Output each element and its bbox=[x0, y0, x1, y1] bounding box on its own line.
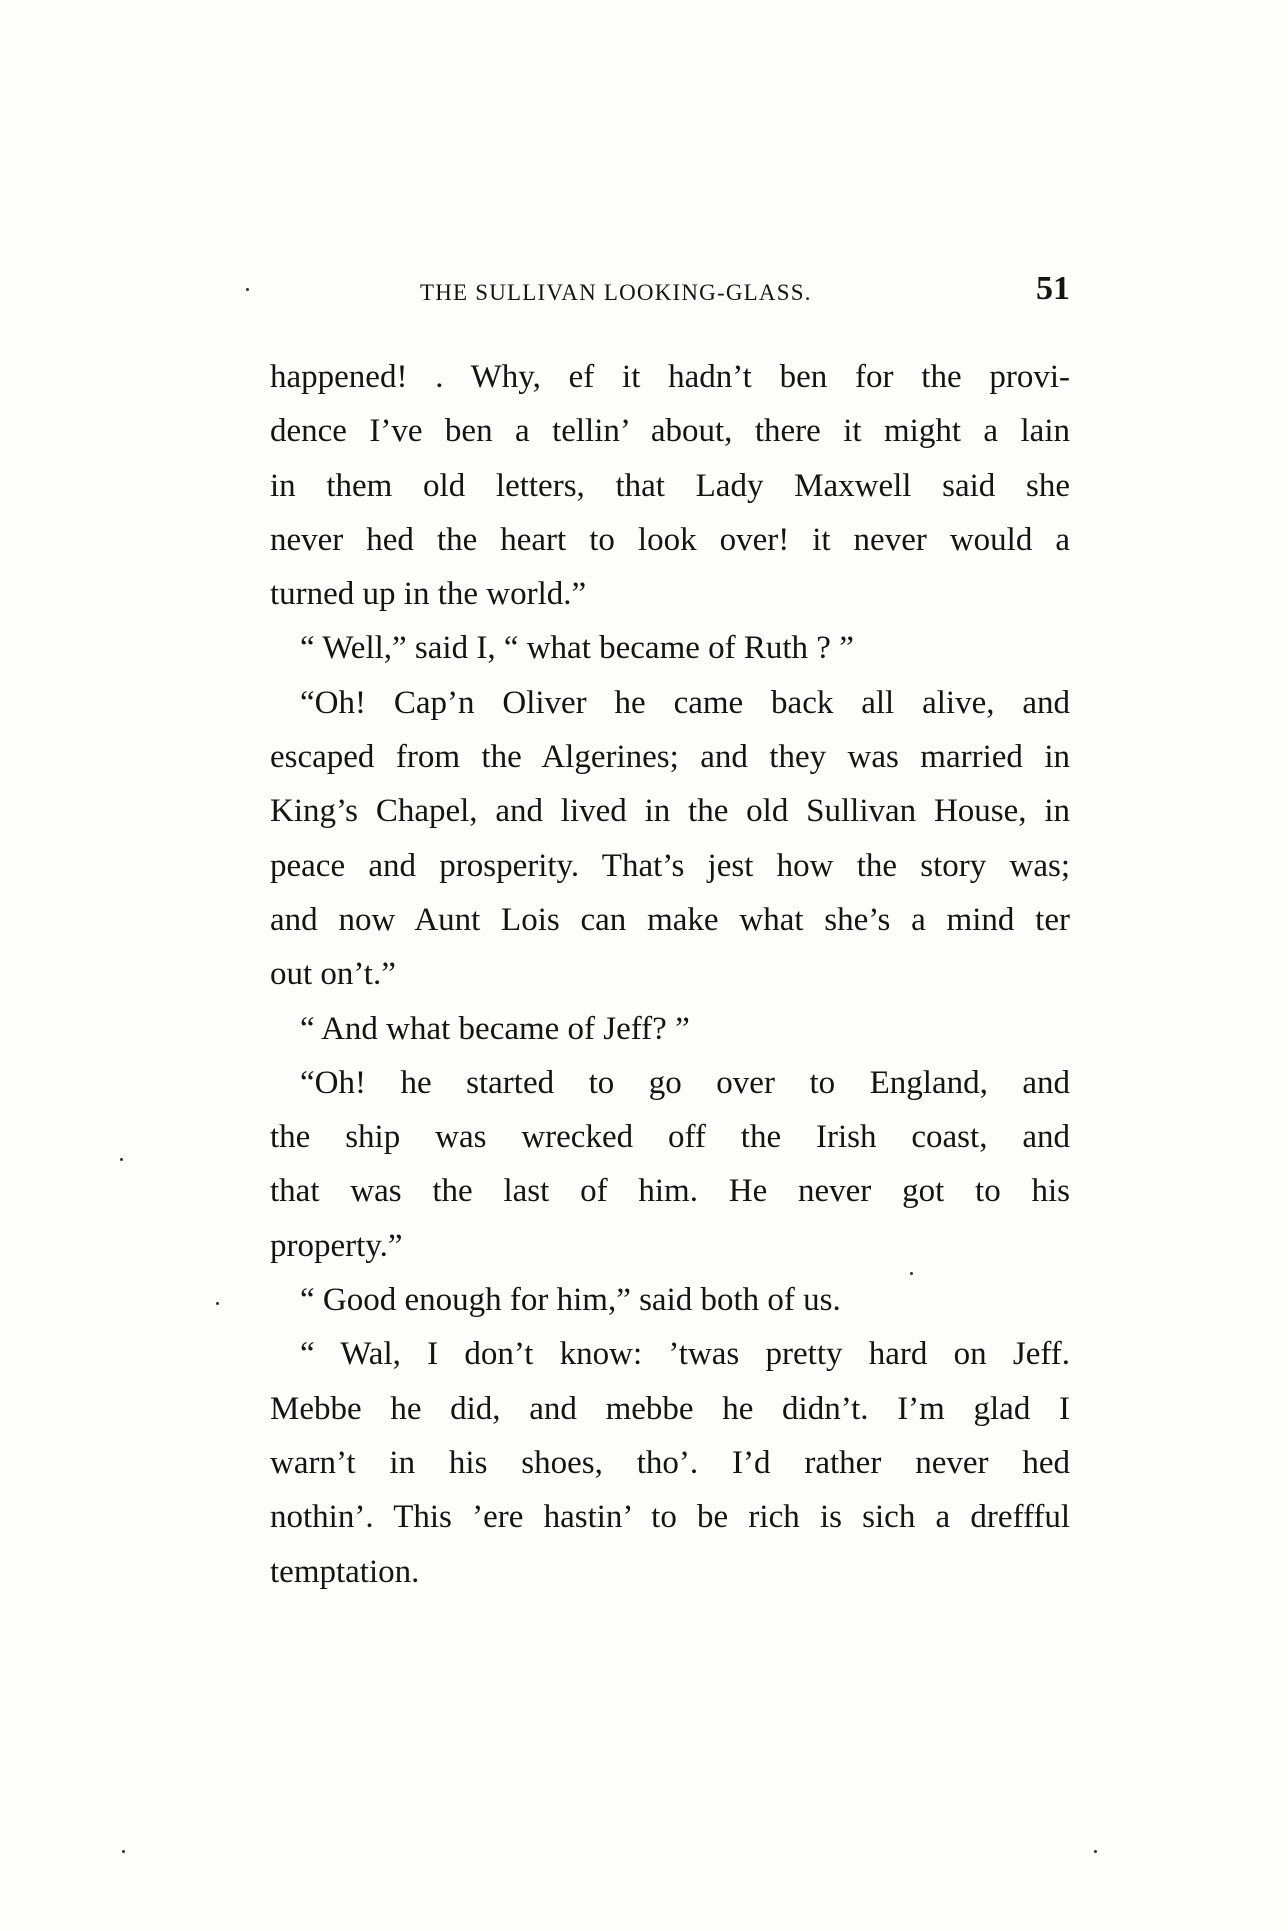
text-line: warn’t in his shoes, tho’. I’d rather never hed bbox=[270, 1444, 1070, 1481]
text-line: “Oh! he started to go over to England, and bbox=[300, 1064, 1070, 1101]
print-speck bbox=[1094, 1850, 1097, 1853]
running-head bbox=[270, 268, 1070, 318]
print-speck bbox=[122, 1850, 125, 1853]
text-line: temptation. bbox=[270, 1553, 420, 1590]
print-speck bbox=[246, 288, 249, 291]
print-speck bbox=[120, 1158, 123, 1161]
print-speck bbox=[910, 1272, 913, 1275]
text-line: turned up in the world.” bbox=[270, 576, 587, 613]
text-line: peace and prosperity. That’s jest how the story was; bbox=[270, 847, 1070, 884]
text-line: in them old letters, that Lady Maxwell said she bbox=[270, 467, 1070, 504]
text-line: dence I’ve ben a tellin’ about, there it might a lain bbox=[270, 413, 1070, 450]
text-line: that was the last of him. He never got to his bbox=[270, 1173, 1070, 1210]
print-speck bbox=[216, 1302, 219, 1305]
text-line: property.” bbox=[270, 1227, 403, 1264]
text-line: “ Good enough for him,” said both of us. bbox=[300, 1282, 841, 1319]
running-title: THE SULLIVAN LOOKING-GLASS. bbox=[420, 280, 812, 305]
text-line: Mebbe he did, and mebbe he didn’t. I’m glad I bbox=[270, 1390, 1070, 1427]
text-line: and now Aunt Lois can make what she’s a mind ter bbox=[270, 901, 1070, 938]
text-line: escaped from the Algerines; and they was married in bbox=[270, 739, 1070, 776]
text-line: “ Wal, I don’t know: ’twas pretty hard on Jeff. bbox=[300, 1336, 1070, 1373]
text-line: “ And what became of Jeff? ” bbox=[300, 1010, 690, 1047]
page-number: 51 bbox=[1036, 270, 1070, 307]
text-line: happened! . Why, ef it hadn’t ben for the provi- bbox=[270, 359, 1070, 395]
text-line: the ship was wrecked off the Irish coast, and bbox=[270, 1119, 1070, 1156]
text-line: King’s Chapel, and lived in the old Sullivan House, in bbox=[270, 793, 1070, 830]
text-line: nothin’. This ’ere hastin’ to be rich is sich a dreffful bbox=[270, 1499, 1070, 1536]
text-line: never hed the heart to look over! it never would a bbox=[270, 521, 1070, 558]
text-line: “Oh! Cap’n Oliver he came back all alive, and bbox=[300, 684, 1070, 721]
body-text bbox=[270, 350, 1070, 1599]
text-line: out on’t.” bbox=[270, 956, 396, 993]
text-line: “ Well,” said I, “ what became of Ruth ? ” bbox=[300, 630, 854, 667]
